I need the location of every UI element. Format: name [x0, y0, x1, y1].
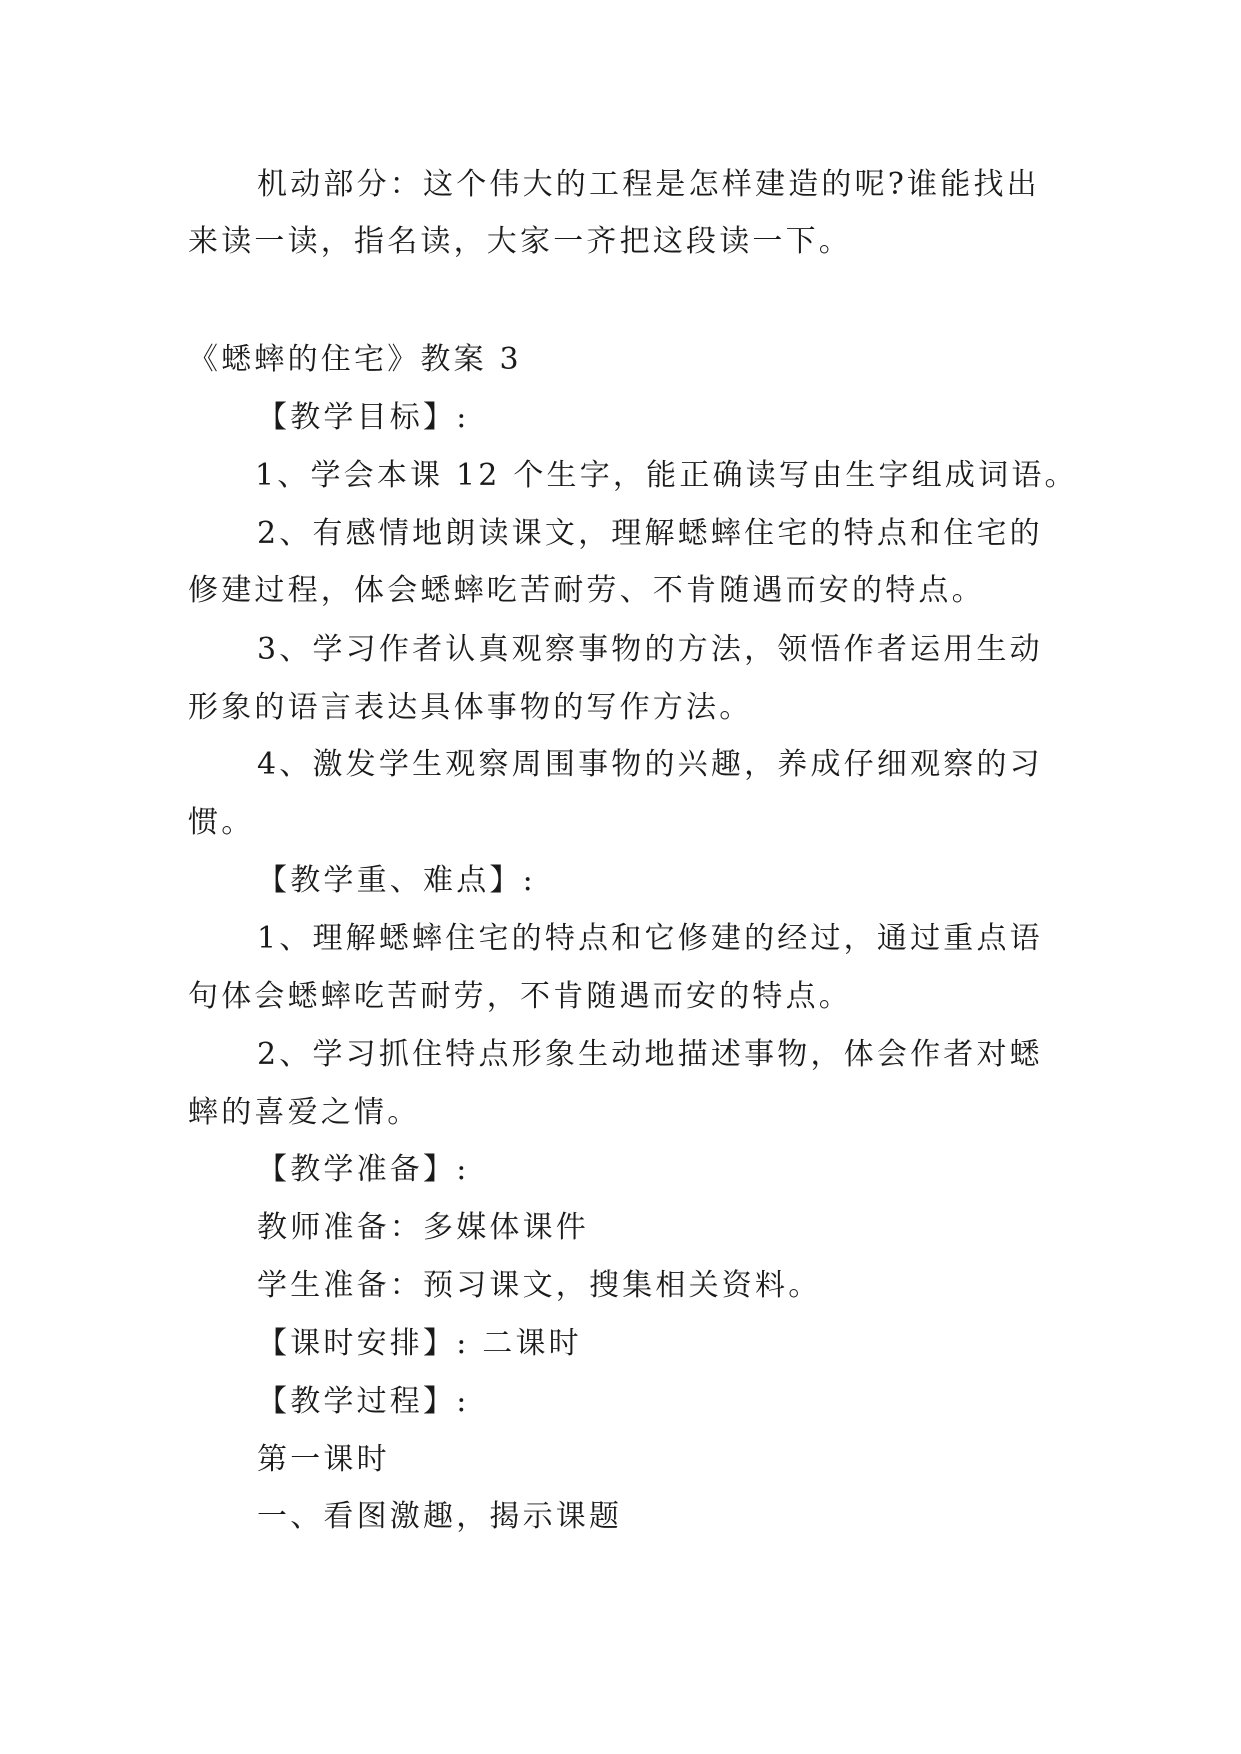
- lesson-one-title: 第一课时: [257, 1442, 390, 1477]
- step-one-title: 一、看图激趣，揭示课题: [257, 1499, 623, 1534]
- paragraph-line: 机动部分：这个伟大的工程是怎样建造的呢?谁能找出: [257, 167, 1040, 202]
- goal-item-3: 3、学习作者认真观察事物的方法，领悟作者运用生动: [257, 632, 1043, 667]
- key-point-2-cont: 蟀的喜爱之情。: [188, 1095, 421, 1130]
- heading-schedule: 【课时安排】: 二课时: [257, 1326, 582, 1361]
- goal-item-2-cont: 修建过程，体会蟋蟀吃苦耐劳、不肯随遇而安的特点。: [188, 573, 985, 608]
- paragraph-line: 来读一读，指名读，大家一齐把这段读一下。: [188, 224, 852, 259]
- student-preparation: 学生准备：预习课文，搜集相关资料。: [257, 1268, 822, 1303]
- key-point-2: 2、学习抓住特点形象生动地描述事物，体会作者对蟋: [257, 1037, 1043, 1072]
- heading-teaching-goals: 【教学目标】:: [257, 400, 470, 435]
- teacher-preparation: 教师准备：多媒体课件: [257, 1210, 589, 1245]
- goal-item-4-cont: 惯。: [188, 805, 255, 840]
- heading-preparation: 【教学准备】:: [257, 1152, 470, 1187]
- goal-item-4: 4、激发学生观察周围事物的兴趣，养成仔细观察的习: [257, 747, 1043, 782]
- goal-item-2: 2、有感情地朗读课文，理解蟋蟀住宅的特点和住宅的: [257, 516, 1043, 551]
- heading-process: 【教学过程】:: [257, 1384, 470, 1419]
- goal-item-3-cont: 形象的语言表达具体事物的写作方法。: [188, 690, 753, 725]
- key-point-1-cont: 句体会蟋蟀吃苦耐劳，不肯随遇而安的特点。: [188, 979, 852, 1014]
- section-title: 《蟋蟀的住宅》教案 3: [188, 342, 522, 377]
- heading-key-points: 【教学重、难点】:: [257, 863, 536, 898]
- key-point-1: 1、理解蟋蟀住宅的特点和它修建的经过，通过重点语: [257, 921, 1043, 956]
- goal-item-1: 1、学会本课 12 个生字，能正确读写由生字组成词语。: [255, 458, 1078, 493]
